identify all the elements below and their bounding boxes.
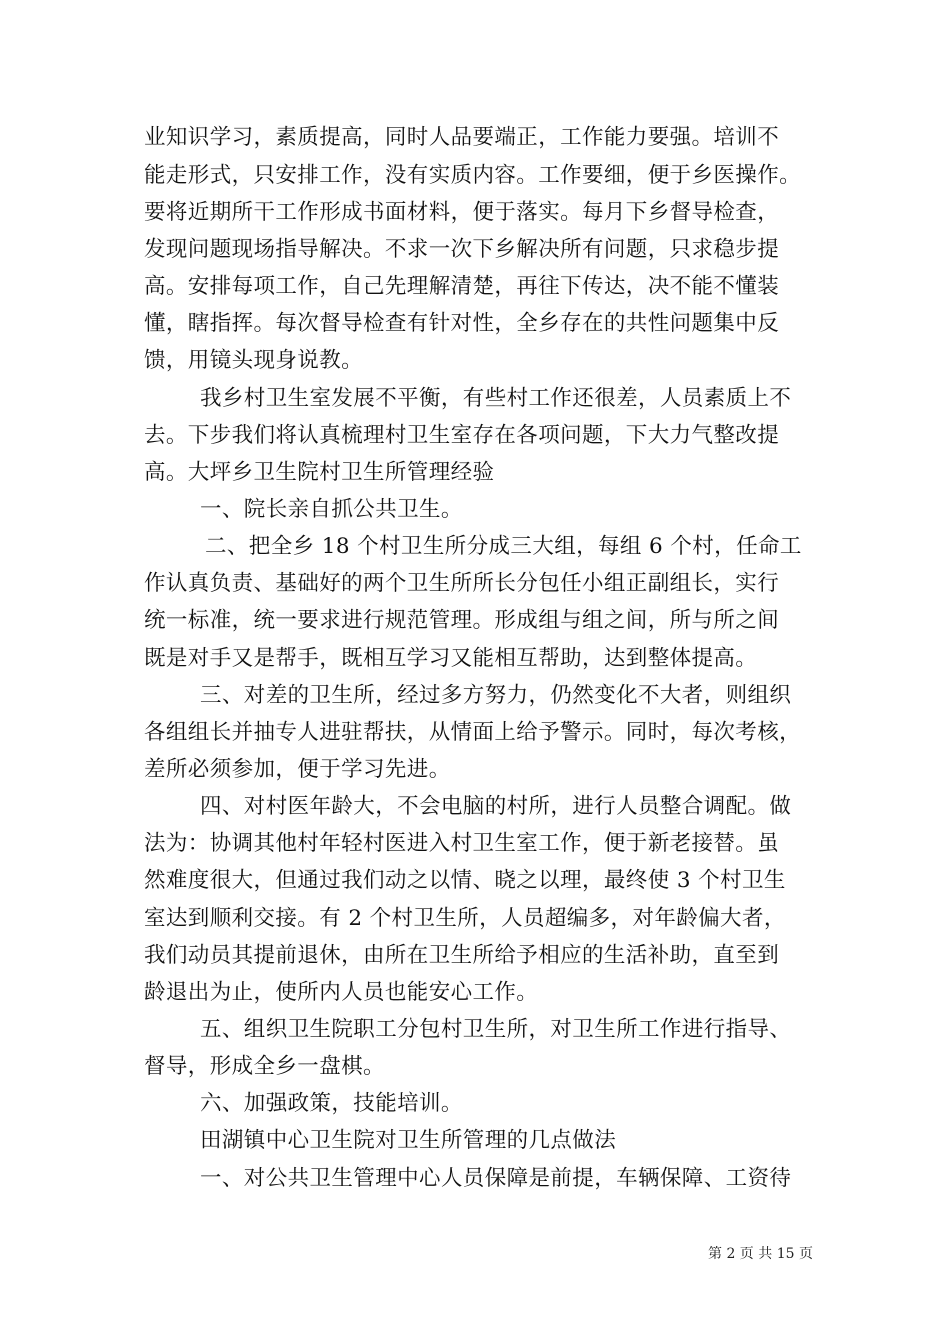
section-title-line: 田湖镇中心卫生院对卫生所管理的几点做法 <box>200 1128 617 1153</box>
text-line: 业知识学习，素质提高，同时人品要端正，工作能力要强。培训不 <box>144 125 780 150</box>
text-line: 统一标准，统一要求进行规范管理。形成组与组之间，所与所之间 <box>144 608 780 633</box>
section-heading-line: 六、加强政策，技能培训。 <box>200 1091 463 1116</box>
text-line: 高。安排每项工作，自己先理解清楚，再往下传达，决不能不懂装 <box>144 274 780 299</box>
paragraph-start-line: 二、把全乡 18 个村卫生所分成三大组，每组 6 个村，任命工 <box>205 534 802 559</box>
text-line: 馈，用镜头现身说教。 <box>144 348 364 373</box>
text-line: 要将近期所干工作形成书面材料，便于落实。每月下乡督导检查， <box>144 200 780 225</box>
paragraph-start-line: 我乡村卫生室发展不平衡，有些村工作还很差，人员素质上不 <box>200 386 792 411</box>
text-line: 既是对手又是帮手，既相互学习又能相互帮助，达到整体提高。 <box>144 646 758 671</box>
text-line: 龄退出为止，使所内人员也能安心工作。 <box>144 980 539 1005</box>
text-line: 我们动员其提前退休，由所在卫生所给予相应的生活补助，直至到 <box>144 943 780 968</box>
text-line: 懂，瞎指挥。每次督导检查有针对性，全乡存在的共性问题集中反 <box>144 311 780 336</box>
text-line: 去。下步我们将认真梳理村卫生室存在各项问题，下大力气整改提 <box>144 423 780 448</box>
section-heading-line: 一、院长亲自抓公共卫生。 <box>200 497 463 522</box>
text-line: 督导，形成全乡一盘棋。 <box>144 1054 385 1079</box>
page-number: 第 2 页 共 15 页 <box>708 1246 813 1262</box>
text-line: 法为：协调其他村年轻村医进入村卫生室工作，便于新老接替。虽 <box>144 831 780 856</box>
text-line: 高。大坪乡卫生院村卫生所管理经验 <box>144 460 495 485</box>
text-line: 发现问题现场指导解决。不求一次下乡解决所有问题，只求稳步提 <box>144 237 780 262</box>
text-line: 室达到顺利交接。有 2 个村卫生所，人员超编多，对年龄偏大者， <box>144 906 786 931</box>
text-line: 能走形式，只安排工作，没有实质内容。工作要细，便于乡医操作。 <box>144 163 802 188</box>
paragraph-start-line: 五、组织卫生院职工分包村卫生所，对卫生所工作进行指导、 <box>200 1017 792 1042</box>
text-line: 作认真负责、基础好的两个卫生所所长分包任小组正副组长，实行 <box>144 571 780 596</box>
paragraph-start-line: 四、对村医年龄大，不会电脑的村所，进行人员整合调配。做 <box>200 794 792 819</box>
text-line: 差所必须参加，便于学习先进。 <box>144 757 451 782</box>
text-line: 然难度很大，但通过我们动之以情、晓之以理，最终使 3 个村卫生 <box>144 868 786 893</box>
text-line: 各组组长并抽专人进驻帮扶，从情面上给予警示。同时，每次考核， <box>144 720 802 745</box>
paragraph-start-line: 三、对差的卫生所，经过多方努力，仍然变化不大者，则组织 <box>200 683 792 708</box>
paragraph-start-line: 一、对公共卫生管理中心人员保障是前提，车辆保障、工资待 <box>200 1166 792 1191</box>
